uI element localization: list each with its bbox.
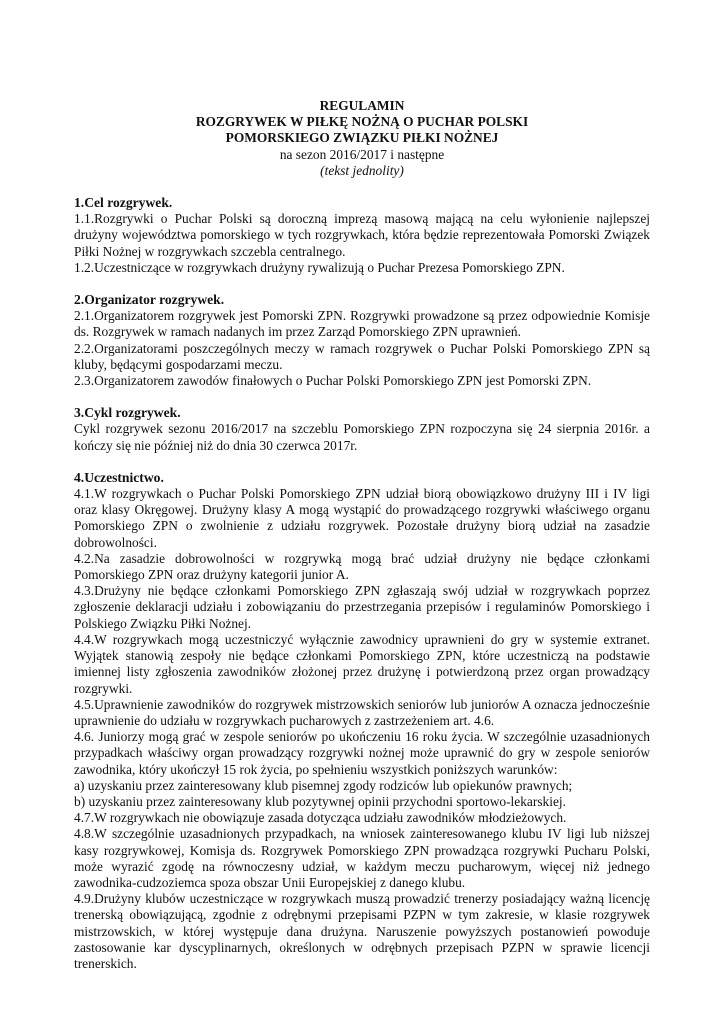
document-title — [74, 98, 650, 179]
section-4 — [74, 470, 650, 972]
section-1 — [74, 195, 650, 276]
paragraph-2-2: 2.2.Organizatorami poszczególnych meczy w ramach rozgrywek o Puchar Polski Pomorskiego ZPN są kluby, będącymi gospodarzami meczu. — [74, 340, 650, 372]
document-page — [74, 98, 650, 972]
season-line: na sezon 2016/2017 i następne — [279, 146, 445, 162]
paragraph-4-8: 4.8.W szczególnie uzasadnionych przypadkach, na wniosek zainteresowanego klubu IV ligi lub niższej kasy rozgrywkowej, Komisja ds. Rozgrywek Pomorskiego ZPN prowadząca rozgrywki Pucharu Polski, może wyrazić zgodę na równoczesny udział, w każdym meczu pucharowym, więcej niż jednego zawodnika-cudzoziemca spoza obszar Unii Europejskiej z danego klubu. — [74, 826, 650, 890]
paragraph-4-2: 4.2.Na zasadzie dobrowolności w rozgrywką mogą brać udział drużyny nie będące członkami Pomorskiego ZPN oraz drużyny kategorii junior A. — [74, 550, 650, 583]
paragraph-4-9: 4.9.Drużyny klubów uczestniczące w rozgrywkach muszą prowadzić trenerzy posiadający ważną licencję trenerską obowiązującą, zgodnie z odrębnymi przepisami PZPN w tym zakresie, w klasie rozgrywek mistrzowskich, w której występuje dana drużyna. Naruszenie powyższych postanowień powoduje zastosowanie kar dyscyplinarnych, określonych w odrębnych przepisach PZPN w sprawie licencji trenerskich. — [74, 891, 650, 971]
paragraph-3-1: Cykl rozgrywek sezonu 2016/2017 na szczeblu Pomorskiego ZPN rozpoczyna się 24 sierpnia 2016r. a kończy się nie później niż do dnia 30 czerwca 2017r. — [74, 421, 650, 453]
paragraph-1-2: 1.2.Uczestniczące w rozgrywkach drużyny rywalizują o Puchar Prezesa Pomorskiego ZPN. — [74, 259, 565, 275]
section-heading: 4.Uczestnictwo. — [74, 469, 164, 485]
section-heading: 2.Organizator rozgrywek. — [74, 292, 225, 308]
paragraph-1-1: 1.1.Rozgrywki o Puchar Polski są doroczną imprezą masową mającą na celu wyłonienie najlepszej drużyny województwa pomorskiego w tych rozgrywkach, która będzie reprezentowała Pomorski Związek Piłki Nożnej w rozgrywkach szczebla centralnego. — [74, 211, 650, 259]
paragraph-4-7: 4.7.W rozgrywkach nie obowiązuje zasada dotycząca udziału zawodników młodzieżowych. — [74, 810, 567, 826]
consolidated-text-note: (tekst jednolity) — [320, 162, 404, 178]
paragraph-4-6-b: b) uzyskaniu przez zainteresowany klub pozytywnej opinii przychodni sportowo-lekarskiej. — [74, 793, 566, 809]
paragraph-4-1: 4.1.W rozgrywkach o Puchar Polski Pomorskiego ZPN udział biorą obowiązkowo drużyny III i IV ligi oraz klasy Okręgowej. Drużyny klasy A mogą wystąpić do prowadzącego rozgrywki właściwego organu Pomorskiego ZPN o zwolnienie z udziału rozgrywek. Pozostałe drużyny biorą udział na zasadzie dobrowolności. — [74, 486, 650, 550]
paragraph-4-4: 4.4.W rozgrywkach mogą uczestniczyć wyłącznie zawodnicy uprawnieni do gry w systemie extranet. Wyjątek stanowią zespoły nie będące członkami Pomorskiego ZPN, które uczestniczą na podstawie imiennej listy zgłoszenia zawodników złożonej przez drużynę i potwierdzoną przez organ prowadzący rozgrywki. — [74, 631, 650, 696]
paragraph-2-3: 2.3.Organizatorem zawodów finałowych o Puchar Polski Pomorskiego ZPN jest Pomorski ZPN. — [74, 373, 592, 389]
title-line-3: POMORSKIEGO ZWIĄZKU PIŁKI NOŻNEJ — [225, 130, 499, 146]
paragraph-2-1: 2.1.Organizatorem rozgrywek jest Pomorski ZPN. Rozgrywki prowadzone są przez odpowiednie Komisje ds. Rozgrywek w ramach nadanych im przez Zarząd Pomorskiego ZPN uprawnień. — [74, 308, 650, 340]
paragraph-4-6-a: a) uzyskaniu przez zainteresowany klub pisemnej zgody rodziców lub opiekunów prawnych; — [74, 777, 573, 793]
title-line-2: ROZGRYWEK W PIŁKĘ NOŻNĄ O PUCHAR POLSKI — [195, 114, 529, 130]
title-line-1: REGULAMIN — [319, 98, 405, 113]
section-heading: 3.Cykl rozgrywek. — [74, 405, 181, 421]
paragraph-4-6: 4.6. Juniorzy mogą grać w zespole seniorów po ukończeniu 16 roku życia. W szczególnie uzasadnionych przypadkach właściwy organ prowadzący rozgrywki nożnej może uprawnić do gry w zespole seniorów zawodnika, który ukończył 15 rok życia, po spełnieniu wszystkich poniższych warunków: — [74, 729, 650, 777]
section-3 — [74, 405, 650, 454]
section-2 — [74, 292, 650, 389]
paragraph-4-3: 4.3.Drużyny nie będące członkami Pomorskiego ZPN zgłaszają swój udział w rozgrywkach poprzez zgłoszenie deklaracji udziału i zobowiązaniu do przestrzegania przepisów i regulaminów Pomorskiego i Polskiego Związku Piłki Nożnej. — [74, 583, 650, 631]
paragraph-4-5: 4.5.Uprawnienie zawodników do rozgrywek mistrzowskich seniorów lub juniorów A oznacza jednocześnie uprawnienie do udziału w rozgrywkach pucharowych z zastrzeżeniem art. 4.6. — [74, 696, 650, 728]
section-heading: 1.Cel rozgrywek. — [74, 195, 173, 211]
